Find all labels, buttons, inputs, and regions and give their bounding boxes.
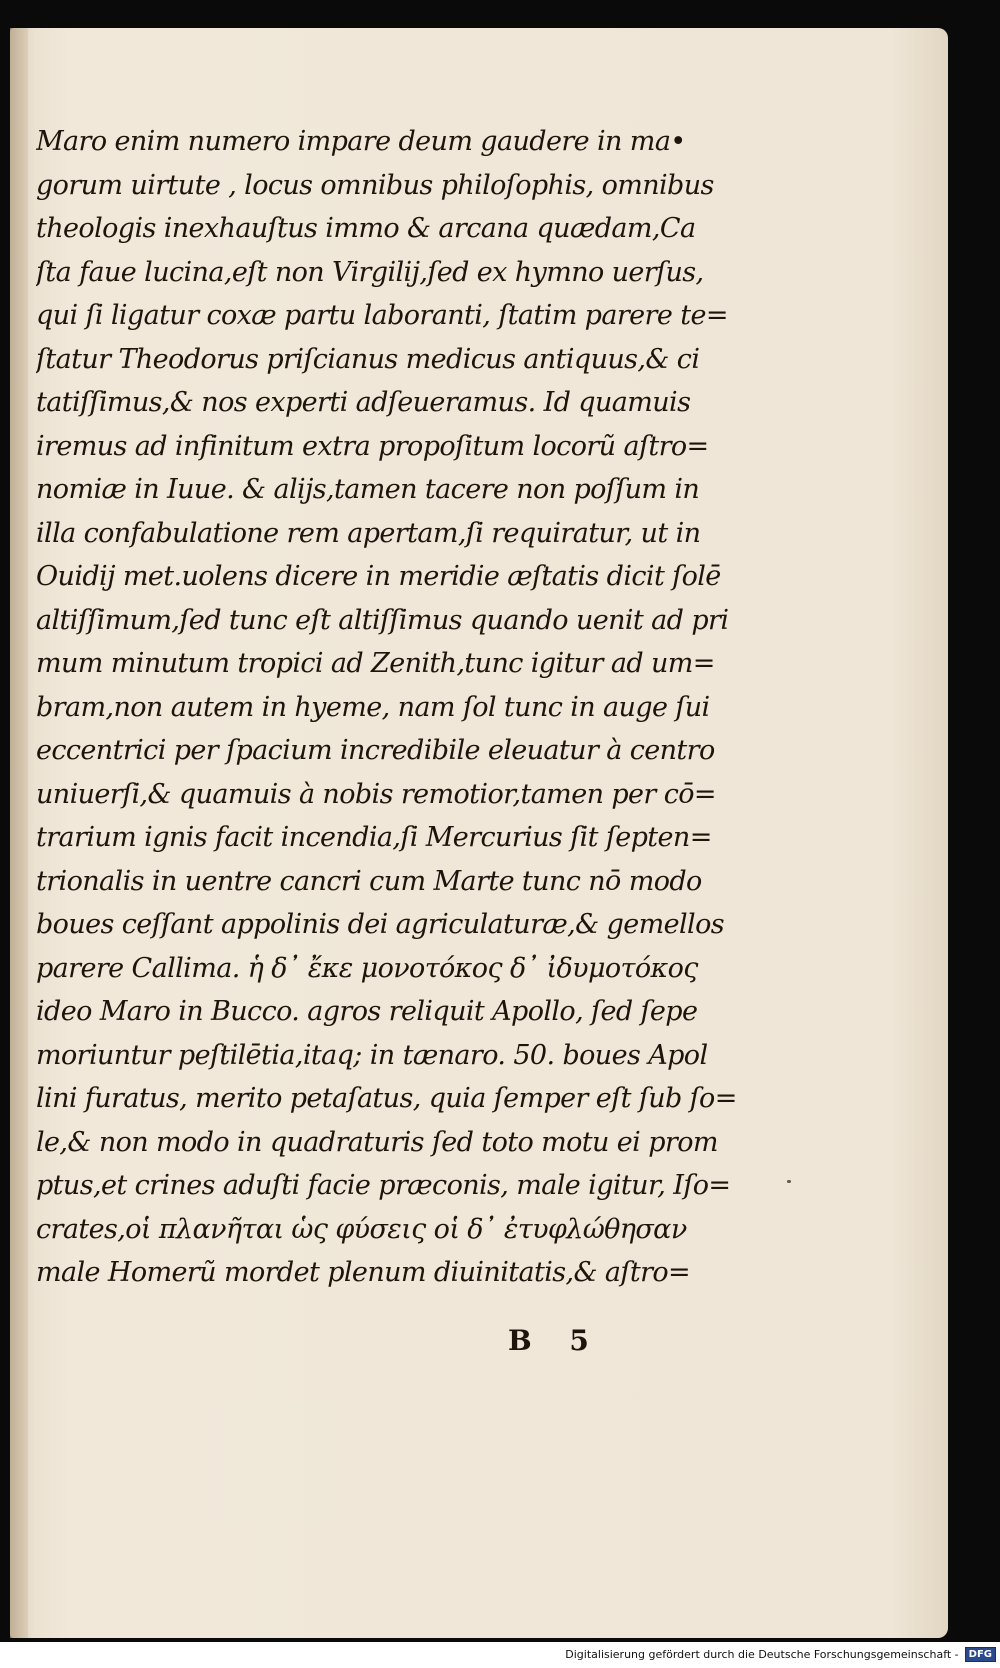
text-line: ptus,et crines aduſti facie præconis, male igitur, Iſo= xyxy=(36,1170,731,1201)
text-line: lini furatus, merito petaſatus, quia ſemper eſt ſub ſo= xyxy=(36,1083,737,1114)
text-line: Maro enim numero impare deum gaudere in ma• xyxy=(36,126,686,157)
text-line: crates,οἱ πλανῆται ὡς φύσεις οἱ δ᾽ ἐτυφλώθησαν xyxy=(36,1213,687,1245)
text-line: mum minutum tropici ad Zenith,tunc igitur ad um= xyxy=(36,648,715,679)
footer-credit: Digitalisierung gefördert durch die Deutsche Forschungsgemeinschaft - xyxy=(565,1647,959,1661)
text-line: altiſſimum,ſed tunc eſt altiſſimus quando uenit ad pri xyxy=(36,604,729,636)
text-line: illa confabulatione rem apertam,ſi requiratur, ut in xyxy=(36,517,701,549)
text-line: trarium ignis facit incendia,ſi Mercurius ſit ſepten= xyxy=(36,822,712,853)
text-line: male Homerũ mordet plenum diuinitatis,& aſtro= xyxy=(36,1257,691,1288)
signature-mark: B 5 xyxy=(508,1324,603,1357)
text-line: bram,non autem in hyeme, nam ſol tunc in auge ſui xyxy=(36,691,710,723)
text-line: theologis inexhauſtus immo & arcana quædam,Ca xyxy=(36,213,696,244)
text-line: iremus ad infinitum extra propoſitum locorũ aſtro= xyxy=(36,430,709,462)
page-gutter xyxy=(10,28,28,1638)
text-line: ſta faue lucina,eſt non Virgilij,ſed ex hymno uerſus, xyxy=(36,256,704,288)
text-line: gorum uirtute , locus omnibus philoſophis, omnibus xyxy=(36,169,714,201)
ink-speck xyxy=(787,1180,791,1183)
text-line: moriuntur peſtilētia,itaq; in tænaro. 50. boues Apol xyxy=(36,1039,708,1071)
text-line: tatiſſimus,& nos experti adſeueramus. Id quamuis xyxy=(36,387,691,418)
text-line: nomiæ in Iuue. & alijs,tamen tacere non poſſum in xyxy=(36,474,700,505)
dfg-logo-icon: DFG xyxy=(965,1647,996,1662)
text-line: ſtatur Theodorus priſcianus medicus antiquus,& ci xyxy=(36,343,700,375)
book-page xyxy=(10,28,948,1638)
text-line: boues ceſſant appolinis dei agriculaturæ,& gemellos xyxy=(36,909,724,940)
text-line: le,& non modo in quadraturis ſed toto motu ei prom xyxy=(36,1126,718,1158)
text-line: qui ſi ligatur coxæ partu laboranti, ſtatim parere te= xyxy=(36,300,728,331)
text-line: Ouidij met.uolens dicere in meridie æſtatis dicit ſolē xyxy=(36,561,721,592)
text-line: trionalis in uentre cancri cum Marte tunc nō modo xyxy=(36,865,702,897)
text-line: ideo Maro in Bucco. agros reliquit Apollo, ſed ſepe xyxy=(36,996,698,1027)
digitization-footer xyxy=(565,1644,996,1664)
text-line: uniuerſi,& quamuis à nobis remotior,tamen per cō= xyxy=(36,778,716,810)
text-line: eccentrici per ſpacium incredibile eleuatur à centro xyxy=(36,735,715,766)
text-block xyxy=(36,120,746,1295)
text-line: parere Callima. ἡ δ᾽ ἔκε μονοτόκος δ᾽ ἰδυμοτόκος xyxy=(36,952,698,984)
